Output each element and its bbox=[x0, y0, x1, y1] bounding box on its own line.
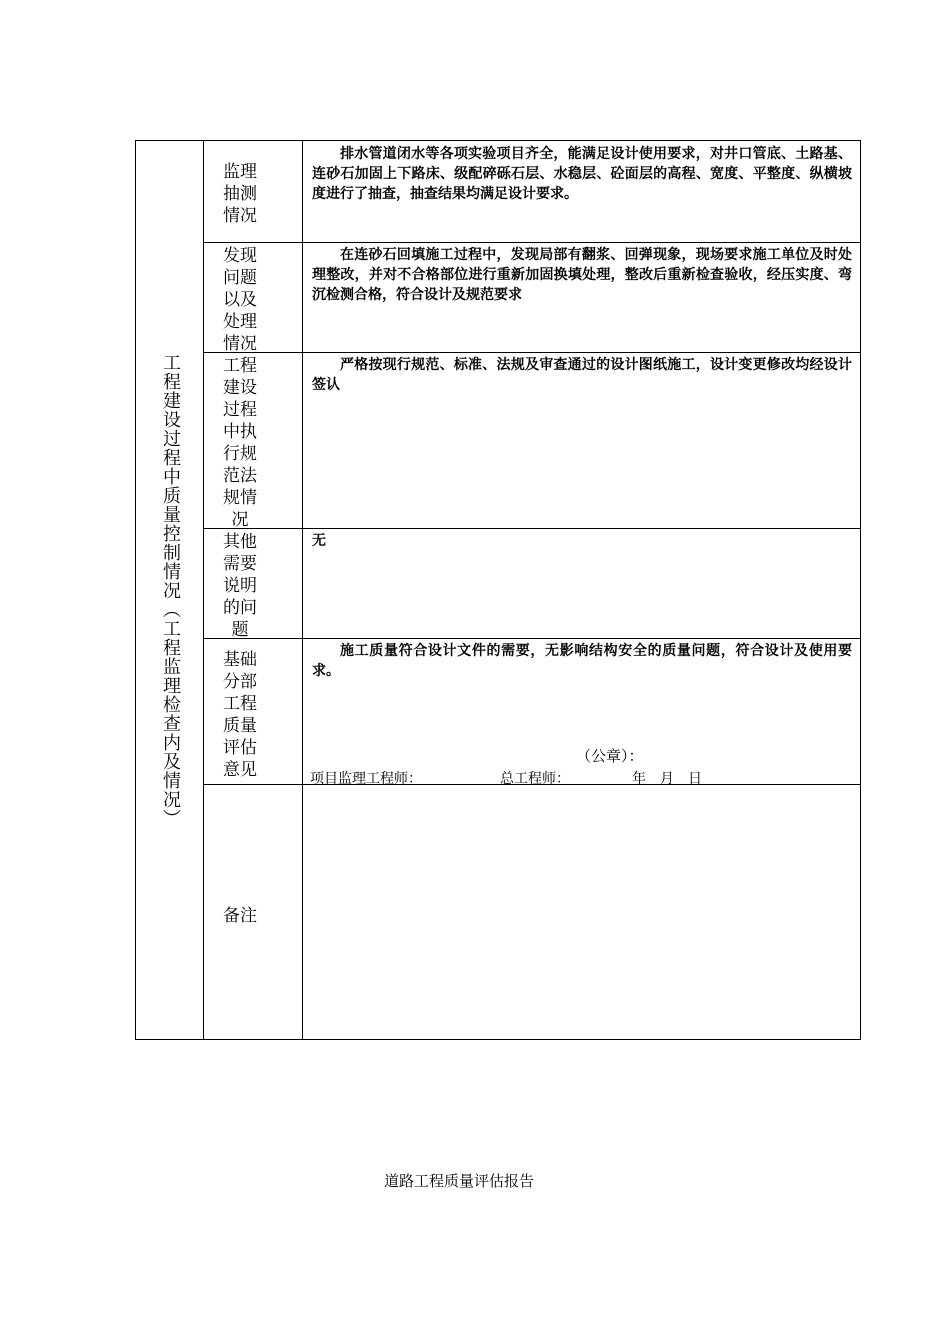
row-content-assessment: 施工质量符合设计文件的需要，无影响结构安全的质量问题，符合设计及使用要求。 bbox=[312, 643, 852, 679]
evaluation-table bbox=[135, 140, 861, 1040]
row-content-regulations: 严格按现行规范、标准、法规及审查通过的设计图纸施工，设计变更修改均经设计签认 bbox=[312, 357, 852, 393]
chief-engineer-label: 总工程师： bbox=[500, 771, 570, 787]
date-label: 年 月 日 bbox=[632, 771, 702, 787]
row-label-inspection: 监理抽测情况 bbox=[223, 162, 257, 226]
supervising-engineer-label: 项目监理工程师： bbox=[310, 771, 422, 787]
section-title-vertical bbox=[136, 141, 204, 1039]
row-label-assessment: 基础分部工程质量评估意见 bbox=[223, 650, 257, 780]
row-content-remarks bbox=[304, 786, 856, 787]
row-label-other: 其他需要说明的问题 bbox=[223, 532, 257, 640]
row-content-other: 无 bbox=[312, 533, 326, 549]
row-label-regulations: 工程建设过程中执行规范法规情况 bbox=[223, 356, 257, 530]
row-content-issues: 在连砂石回填施工过程中，发现局部有翻浆、回弹现象，现场要求施工单位及时处理整改，并对不合格部位进行重新加固换填处理，整改后重新检查验收，经压实度、弯沉检测合格，符合设计及规范要求 bbox=[312, 247, 852, 303]
section-title-text: 工程建设过程中质量控制情况（工程监理检查内及情况） bbox=[160, 352, 181, 828]
official-seal-label: （公章）： bbox=[576, 747, 644, 765]
row-divider bbox=[203, 242, 860, 243]
row-label-remarks: 备注 bbox=[223, 906, 257, 926]
column-divider-2 bbox=[302, 141, 303, 1039]
page-footer: 道路工程质量评估报告 bbox=[383, 1172, 534, 1190]
row-label-issues: 发现问题以及处理情况 bbox=[223, 246, 257, 354]
row-content-inspection: 排水管道闭水等各项实验项目齐全，能满足设计使用要求，对井口管底、土路基、连砂石加固上下路床、级配碎砾石层、水稳层、砼面层的高程、宽度、平整度、纵横坡度进行了抽查，抽查结果均满足设计要求。 bbox=[312, 146, 852, 202]
